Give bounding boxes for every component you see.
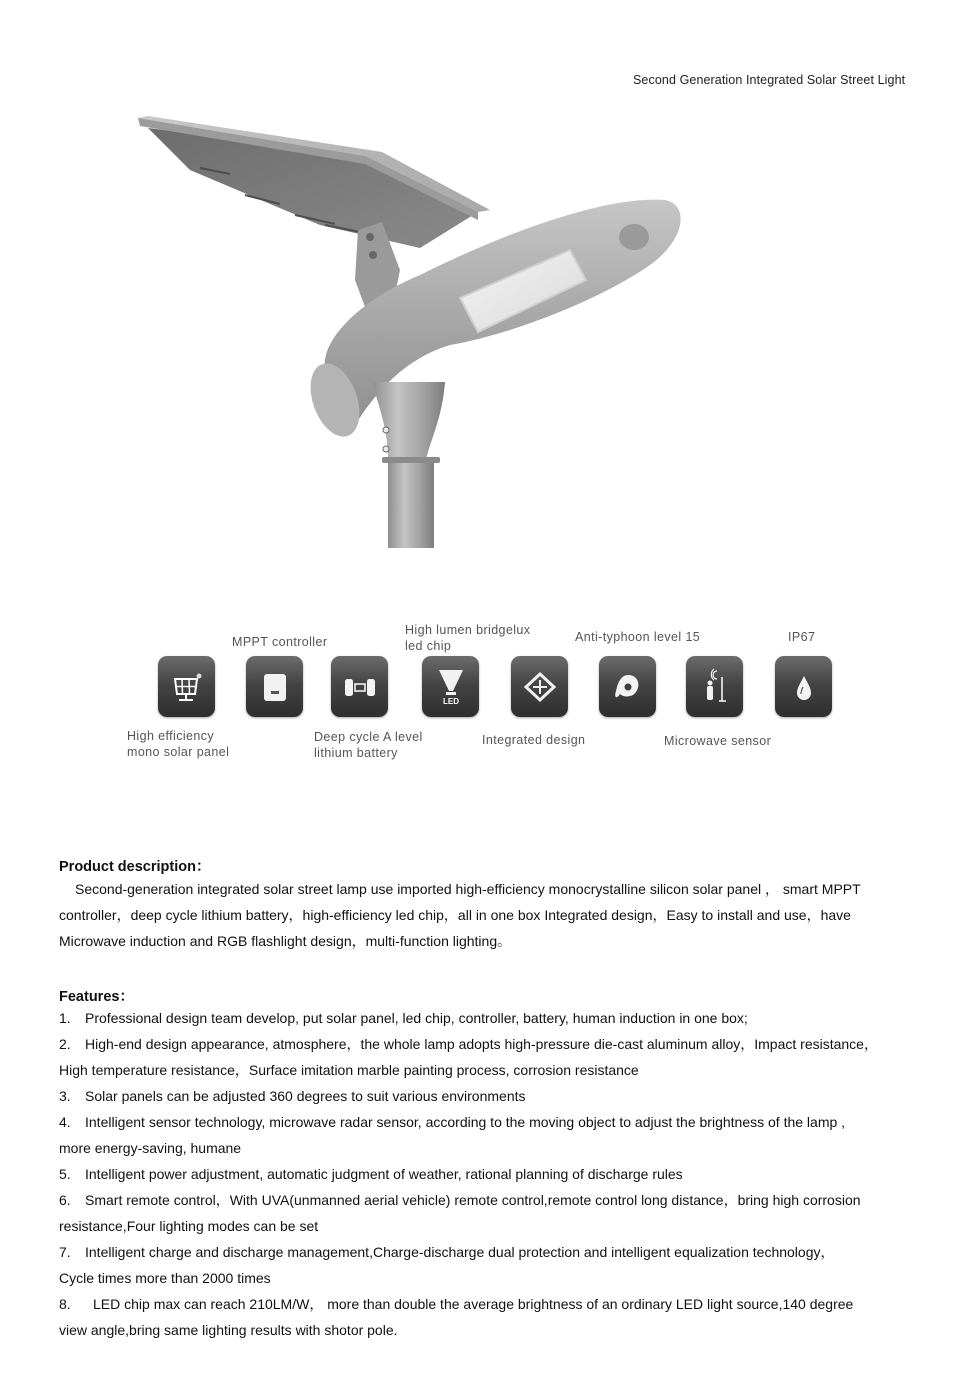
controller-icon [246,656,303,717]
solar-street-light-illustration [130,100,690,560]
label-deep-cycle-line1: Deep cycle A level [314,730,423,744]
led-chip-icon [422,656,479,717]
microwave-sensor-icon [686,656,743,717]
label-deep-cycle-line2: lithium battery [314,746,398,760]
feature-item-7-cont: Cycle times more than 2000 times [59,1270,271,1286]
label-ip67: IP67 [788,630,816,644]
feature-item-7: 7. Intelligent charge and discharge management,Charge-discharge dual protection and intelligent equalization technology， [59,1244,835,1260]
product-image [130,100,690,560]
feature-item-6: 6. Smart remote control，With UVA(unmanned aerial vehicle) remote control,remote control long distance，bring high corrosion [59,1192,861,1208]
battery-icon [331,656,388,717]
typhoon-icon [599,656,656,717]
label-anti-typhoon: Anti-typhoon level 15 [575,630,701,644]
label-high-efficiency-line1: High efficiency [127,729,215,743]
feature-item-8-cont: view angle,bring same lighting results with shotor pole. [59,1322,398,1338]
label-mppt-controller: MPPT controller [232,635,328,649]
feature-item-1: 1. Professional design team develop, put solar panel, led chip, controller, battery, human induction in one box; [59,1010,748,1026]
feature-item-6-cont: resistance,Four lighting modes can be set [59,1218,319,1234]
label-microwave-sensor: Microwave sensor [664,734,772,748]
feature-item-3: 3. Solar panels can be adjusted 360 degrees to suit various environments [59,1088,526,1104]
features-list [59,1005,929,1343]
feature-item-5: 5. Intelligent power adjustment, automatic judgment of weather, rational planning of discharge rules [59,1166,683,1182]
description-line: Microwave induction and RGB flashlight design，multi-function lighting。 [59,933,512,949]
features-heading: Features： [59,989,134,1005]
description-line: controller，deep cycle lithium battery，high-efficiency led chip，all in one box Integrated design，Easy to install and use，have [59,907,851,923]
label-high-efficiency-line2: mono solar panel [127,745,230,759]
feature-item-2: 2. High-end design appearance, atmosphere，the whole lamp adopts high-pressure die-cast aluminum alloy，Impact resistance， [59,1036,878,1052]
document-title: Second Generation Integrated Solar Street Light [633,73,906,87]
solar-panel-icon [158,656,215,717]
feature-item-4: 4. Intelligent sensor technology, microwave radar sensor, according to the moving object to adjust the brightness of the lamp , [59,1114,846,1130]
waterproof-drop-icon [775,656,832,717]
feature-icon-strip [110,610,870,770]
description-paragraph [59,876,929,954]
label-integrated-design: Integrated design [482,733,586,747]
description-heading: Product description： [59,859,211,875]
description-line: Second-generation integrated solar street lamp use imported high-efficiency monocrystalline silicon solar panel ， smart MPPT [75,881,861,897]
svg-text:LED: LED [442,696,459,706]
integrated-design-icon [511,656,568,717]
label-high-lumen-line2: led chip [405,639,452,653]
label-high-lumen-line1: High lumen bridgelux [405,623,531,637]
feature-item-2-cont: High temperature resistance，Surface imitation marble painting process, corrosion resistance [59,1062,639,1078]
feature-item-8: 8. LED chip max can reach 210LM/W， more than double the average brightness of an ordinary LED light source,140 degree [59,1296,854,1312]
feature-item-4-cont: more energy-saving, humane [59,1140,242,1156]
